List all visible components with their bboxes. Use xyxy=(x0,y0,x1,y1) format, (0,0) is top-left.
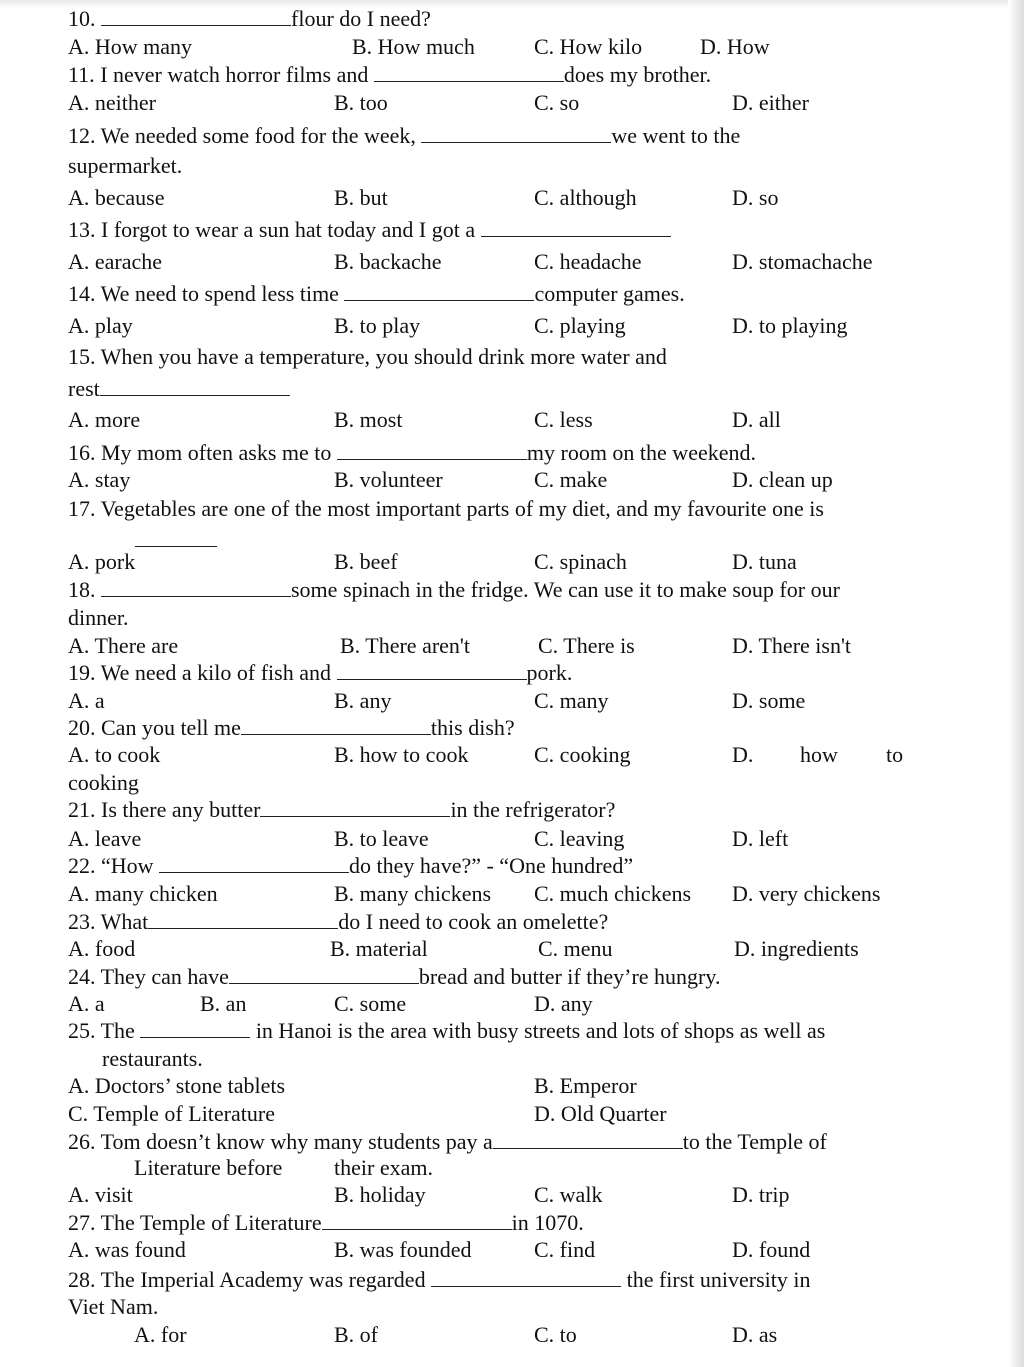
question-27-stem: 27. The Temple of Literature in 1070. xyxy=(68,1210,584,1235)
question-13-option-d[interactable]: D. stomachache xyxy=(732,249,873,274)
question-10-option-c[interactable]: C. How kilo xyxy=(534,34,643,59)
question-10-option-a[interactable]: A. How many xyxy=(68,34,193,59)
question-26-option-d[interactable]: D. trip xyxy=(732,1182,790,1207)
question-20-option-d-word-2[interactable]: to xyxy=(886,742,904,767)
question-15-stem: 15. When you have a temperature, you should drink more water and xyxy=(68,344,667,369)
question-20-option-a[interactable]: A. to cook xyxy=(68,742,161,767)
question-14-option-a[interactable]: A. play xyxy=(68,313,133,338)
question-19-option-c[interactable]: C. many xyxy=(534,688,609,713)
question-23-option-b[interactable]: B. material xyxy=(330,936,428,961)
question-23-option-a[interactable]: A. food xyxy=(68,936,136,961)
question-25-option-a[interactable]: A. Doctors’ stone tablets xyxy=(68,1073,286,1098)
question-13-stem: 13. I forgot to wear a sun hat today and I got a xyxy=(68,217,671,243)
question-28-option-d[interactable]: D. as xyxy=(732,1322,778,1347)
question-18-option-b[interactable]: B. There aren't xyxy=(340,633,471,658)
question-11-stem: 11. I never watch horror films and does my brother. xyxy=(68,62,712,87)
question-18-stem: 18. some spinach in the fridge. We can use it to make soup for our xyxy=(68,577,840,602)
question-17-option-a[interactable]: A. pork xyxy=(68,549,136,574)
question-18-option-d[interactable]: D. There isn't xyxy=(732,633,852,658)
question-26-option-c[interactable]: C. walk xyxy=(534,1182,603,1207)
question-27-option-a[interactable]: A. was found xyxy=(68,1237,186,1262)
question-22-option-d[interactable]: D. very chickens xyxy=(732,881,881,906)
question-21-stem: 21. Is there any butter in the refrigerator? xyxy=(68,797,616,822)
question-10-option-d[interactable]: D. How xyxy=(700,34,770,59)
question-28-option-a[interactable]: A. for xyxy=(134,1322,187,1347)
question-21-option-d[interactable]: D. left xyxy=(732,826,789,851)
question-12-option-c[interactable]: C. although xyxy=(534,185,637,210)
question-23-option-c[interactable]: C. menu xyxy=(538,936,613,961)
question-15-stem-cont: rest xyxy=(68,376,290,402)
question-23-option-d[interactable]: D. ingredients xyxy=(734,936,859,961)
question-26-option-a[interactable]: A. visit xyxy=(68,1182,133,1207)
question-13-option-a[interactable]: A. earache xyxy=(68,249,163,274)
question-25-stem: 25. The in Hanoi is the area with busy streets and lots of shops as well as xyxy=(68,1018,826,1043)
question-12-stem: 12. We needed some food for the week, we went to the xyxy=(68,123,741,148)
question-12-stem-cont: supermarket. xyxy=(68,153,183,178)
question-19-option-b[interactable]: B. any xyxy=(334,688,392,713)
question-12-option-d[interactable]: D. so xyxy=(732,185,779,210)
question-15-option-d[interactable]: D. all xyxy=(732,407,781,432)
question-22-option-c[interactable]: C. much chickens xyxy=(534,881,692,906)
question-20-option-d-word-1[interactable]: how xyxy=(800,742,838,767)
question-28-stem: 28. The Imperial Academy was regarded the first university in xyxy=(68,1267,811,1292)
question-26-stem-cont-2: their exam. xyxy=(334,1155,433,1180)
question-22-option-a[interactable]: A. many chicken xyxy=(68,881,218,906)
question-20-stem: 20. Can you tell me this dish? xyxy=(68,715,515,740)
question-19-option-d[interactable]: D. some xyxy=(732,688,806,713)
question-20-option-d-cont[interactable]: cooking xyxy=(68,770,139,795)
question-19-option-a[interactable]: A. a xyxy=(68,688,105,713)
question-24-option-b[interactable]: B. an xyxy=(200,991,247,1016)
question-26-option-b[interactable]: B. holiday xyxy=(334,1182,426,1207)
question-20-option-b[interactable]: B. how to cook xyxy=(334,742,469,767)
question-18-option-c[interactable]: C. There is xyxy=(538,633,635,658)
question-10-option-b[interactable]: B. How much xyxy=(352,34,475,59)
question-26-stem: 26. Tom doesn’t know why many students pay a to the Temple of xyxy=(68,1129,827,1154)
question-16-option-c[interactable]: C. make xyxy=(534,467,608,492)
question-20-option-d-label[interactable]: D. xyxy=(732,742,754,767)
question-15-option-b[interactable]: B. most xyxy=(334,407,403,432)
question-16-option-b[interactable]: B. volunteer xyxy=(334,467,443,492)
question-21-option-c[interactable]: C. leaving xyxy=(534,826,625,851)
question-11-option-b[interactable]: B. too xyxy=(334,90,388,115)
question-17-blank xyxy=(135,530,217,547)
question-24-option-d[interactable]: D. any xyxy=(534,991,593,1016)
question-18-option-a[interactable]: A. There are xyxy=(68,633,179,658)
question-25-option-c[interactable]: C. Temple of Literature xyxy=(68,1101,275,1126)
question-17-option-d[interactable]: D. tuna xyxy=(732,549,797,574)
question-25-option-d[interactable]: D. Old Quarter xyxy=(534,1101,667,1126)
question-21-option-b[interactable]: B. to leave xyxy=(334,826,429,851)
question-24-option-a[interactable]: A. a xyxy=(68,991,105,1016)
question-10-stem: 10. flour do I need? xyxy=(68,6,431,31)
question-11-option-a[interactable]: A. neither xyxy=(68,90,156,115)
question-28-option-c[interactable]: C. to xyxy=(534,1322,577,1347)
question-16-stem: 16. My mom often asks me to my room on the weekend. xyxy=(68,440,756,465)
question-17-option-c[interactable]: C. spinach xyxy=(534,549,627,574)
question-22-stem: 22. “How do they have?” - “One hundred” xyxy=(68,853,634,878)
question-27-option-c[interactable]: C. find xyxy=(534,1237,596,1262)
question-20-option-c[interactable]: C. cooking xyxy=(534,742,631,767)
question-13-option-b[interactable]: B. backache xyxy=(334,249,442,274)
question-25-option-b[interactable]: B. Emperor xyxy=(534,1073,637,1098)
question-18-stem-cont: dinner. xyxy=(68,605,129,630)
question-25-stem-cont: restaurants. xyxy=(102,1046,203,1071)
question-11-option-d[interactable]: D. either xyxy=(732,90,809,115)
question-15-option-a[interactable]: A. more xyxy=(68,407,141,432)
question-14-option-c[interactable]: C. playing xyxy=(534,313,626,338)
question-14-option-d[interactable]: D. to playing xyxy=(732,313,848,338)
question-28-stem-cont: Viet Nam. xyxy=(68,1294,159,1319)
question-24-stem: 24. They can have bread and butter if they’re hungry. xyxy=(68,964,721,989)
question-17-stem: 17. Vegetables are one of the most important parts of my diet, and my favourite one is xyxy=(68,496,824,521)
question-26-stem-cont: Literature before xyxy=(134,1155,283,1180)
question-14-stem: 14. We need to spend less time computer games. xyxy=(68,281,685,306)
question-17-option-b[interactable]: B. beef xyxy=(334,549,398,574)
question-15-option-c[interactable]: C. less xyxy=(534,407,593,432)
question-16-option-a[interactable]: A. stay xyxy=(68,467,131,492)
question-12-option-a[interactable]: A. because xyxy=(68,185,165,210)
question-11-option-c[interactable]: C. so xyxy=(534,90,580,115)
question-23-stem: 23. What do I need to cook an omelette? xyxy=(68,909,609,934)
question-13-option-c[interactable]: C. headache xyxy=(534,249,642,274)
question-14-option-b[interactable]: B. to play xyxy=(334,313,421,338)
question-19-stem: 19. We need a kilo of fish and pork. xyxy=(68,660,573,685)
question-24-option-c[interactable]: C. some xyxy=(334,991,407,1016)
question-27-option-b[interactable]: B. was founded xyxy=(334,1237,472,1262)
question-28-option-b[interactable]: B. of xyxy=(334,1322,378,1347)
question-21-option-a[interactable]: A. leave xyxy=(68,826,142,851)
question-16-option-d[interactable]: D. clean up xyxy=(732,467,833,492)
question-22-option-b[interactable]: B. many chickens xyxy=(334,881,492,906)
question-27-option-d[interactable]: D. found xyxy=(732,1237,811,1262)
question-12-option-b[interactable]: B. but xyxy=(334,185,388,210)
